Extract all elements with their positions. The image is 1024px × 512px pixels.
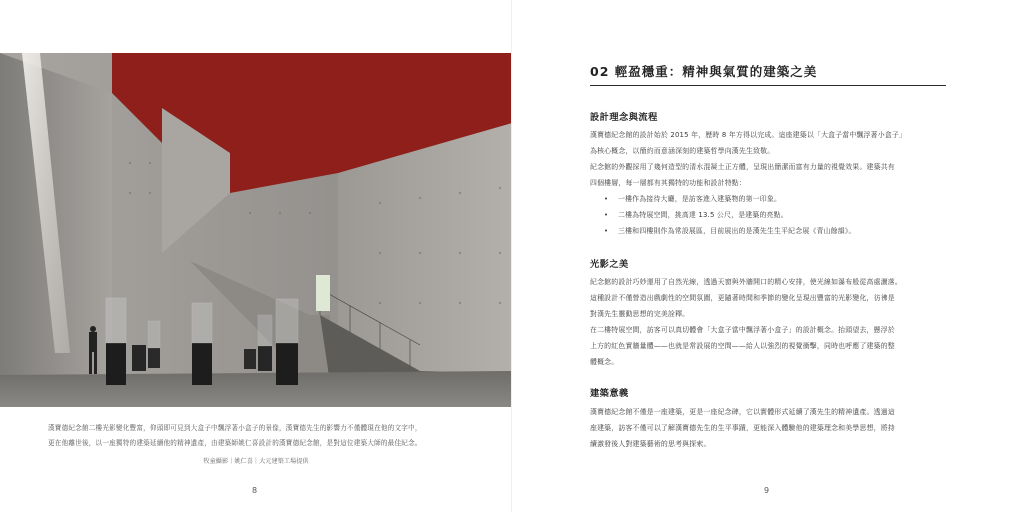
section-title-architectural-significance: 建築意義 bbox=[590, 388, 629, 399]
bullet-icon: • bbox=[604, 211, 609, 219]
paragraph-line: 體概念。 bbox=[590, 358, 619, 366]
paragraph-line: 漢寶德紀念館的設計始於 2015 年，歷時 8 年方得以完成。這座建築以「大盒子當中飄浮著小盒子」 bbox=[590, 131, 907, 139]
bullet-icon: • bbox=[604, 227, 609, 235]
chapter-heading: 02 輕盈穩重：精神與氣質的建築之美 bbox=[590, 62, 946, 86]
concrete-atrium-illustration bbox=[0, 53, 512, 407]
paragraph-line: 在二樓特展空間，訪客可以真切體會「大盒子當中飄浮著小盒子」的設計概念。抬頭望去，懸浮於 bbox=[590, 326, 895, 334]
paragraph-line: 座建築，訪客不僅可以了解漢寶德先生的生平事蹟，更能深入體驗他的建築理念和美學思想，將持 bbox=[590, 424, 895, 432]
section-body-light-and-shadow bbox=[590, 274, 948, 370]
section-body-design-concept bbox=[590, 127, 948, 239]
list-item-text: 二樓為特展空間，挑高達 13.5 公尺，是建築的亮點。 bbox=[618, 211, 788, 219]
paragraph-line: 上方的紅色實牆量體——也就是常設展的空間——給人以強烈的視覺衝擊，同時也呼應了建築的整 bbox=[590, 342, 895, 350]
bullet-icon: • bbox=[604, 195, 609, 203]
photo-caption bbox=[48, 421, 458, 451]
paragraph-line: 紀念館的外觀採用了幾何造型的清水混凝土正方體，呈現出簡潔而富有力量的視覺效果。建築共有 bbox=[590, 163, 895, 171]
doorway bbox=[316, 275, 330, 311]
floor-list bbox=[590, 191, 948, 239]
page-number-left: 8 bbox=[252, 486, 258, 495]
paragraph-line: 續激發後人對建築藝術的思考與探索。 bbox=[590, 440, 711, 448]
paragraph-line: 漢寶德紀念館不僅是一座建築，更是一座紀念碑，它以實體形式延續了漢先生的精神遺產。透過這 bbox=[590, 408, 895, 416]
museum-interior-photo bbox=[0, 53, 512, 407]
caption-line-2: 更在他離世後，以一座獨特的建築延續他的精神遺產，由建築師姚仁喜設計的漢寶德紀念館，是對這位建築大師的最佳紀念。 bbox=[48, 439, 422, 447]
floor bbox=[0, 371, 512, 407]
caption-line-1: 漢寶德紀念館二樓光影變化豐富，仰頭即可見到大盒子中飄浮著小盒子的景像，漢寶德先生的影響力不僅體現在他的文字中， bbox=[48, 424, 422, 432]
list-item-text: 一樓作為接待大廳，是訪客進入建築物的第一印象。 bbox=[618, 195, 782, 203]
list-item-text: 三樓和四樓則作為常設展區，目前展出的是漢先生生平紀念展《青山餘韻》。 bbox=[618, 227, 856, 235]
paragraph-line: 四個樓層，每一層都有其獨特的功能和設計特點： bbox=[590, 179, 746, 187]
section-title-design-concept: 設計理念與流程 bbox=[590, 112, 658, 123]
list-item bbox=[604, 223, 948, 239]
photo-credit: 牧童攝影｜姚仁喜｜大元建築工場提供 bbox=[203, 458, 309, 465]
section-body-architectural-significance bbox=[590, 404, 948, 452]
right-page bbox=[512, 0, 1024, 512]
page-number-right: 9 bbox=[764, 486, 770, 495]
section-title-light-and-shadow: 光影之美 bbox=[590, 259, 629, 270]
paragraph-line: 這種設計不僅營造出戲劇性的空間氛圍，更隨著時間和季節的變化呈現出豐富的光影變化，彷彿是 bbox=[590, 294, 895, 302]
paragraph-line: 紀念館的設計巧妙運用了自然光線，透過天窗與外牆開口的精心安排，使光線如瀑布般從高處灑落。 bbox=[590, 278, 902, 286]
paragraph-line: 為核心概念，以簡約而意涵深刻的建築哲學向漢先生致敬。 bbox=[590, 147, 775, 155]
list-item bbox=[604, 207, 948, 223]
paragraph-line: 對漢先生靈動思想的完美詮釋。 bbox=[590, 310, 690, 318]
list-item bbox=[604, 191, 948, 207]
